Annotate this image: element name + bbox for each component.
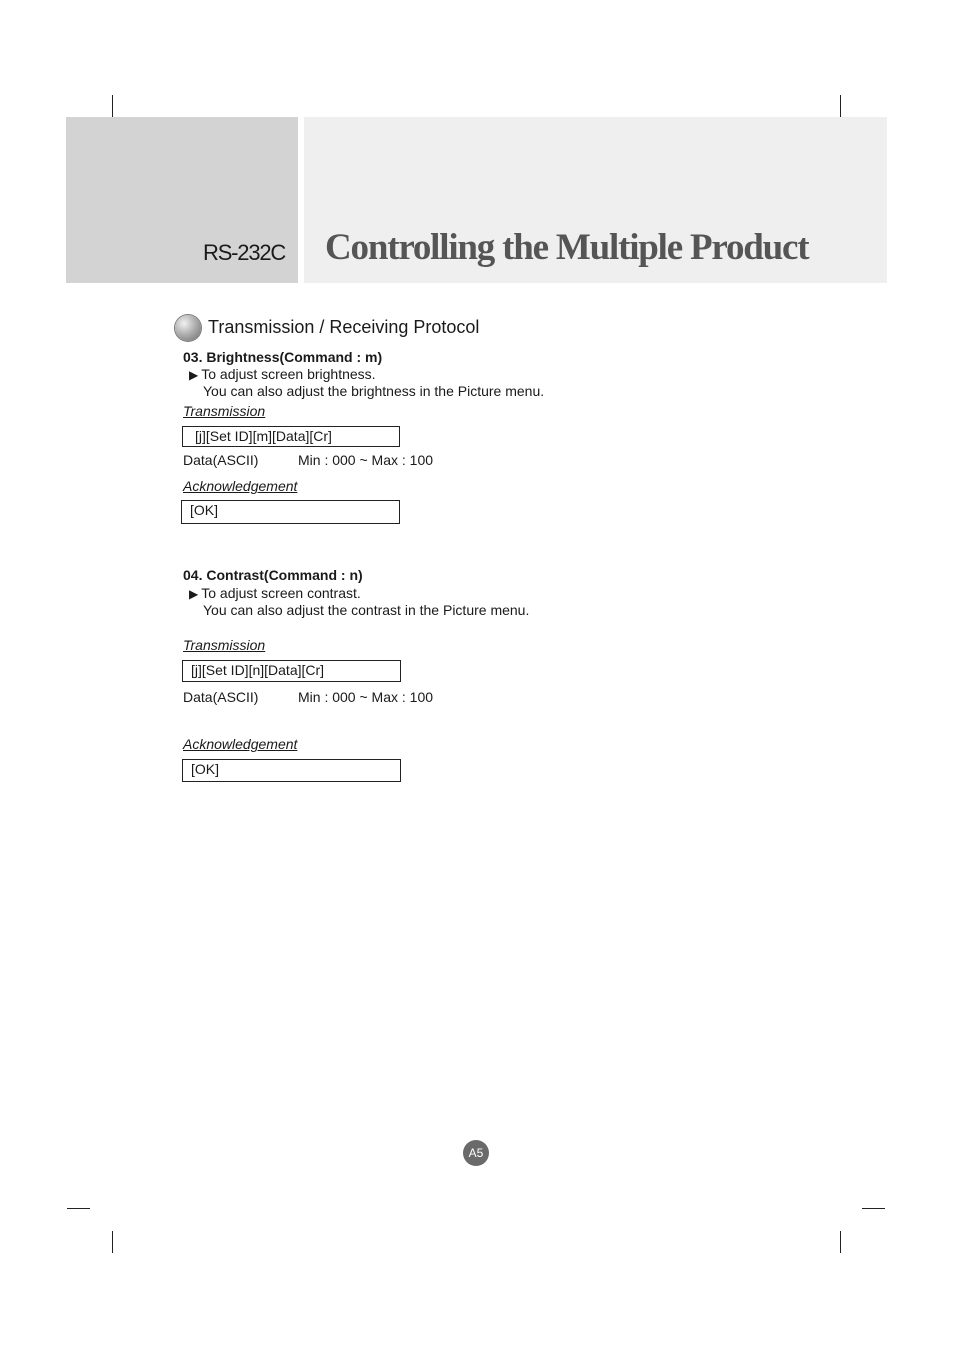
crop-mark bbox=[840, 1231, 841, 1253]
contrast-transmission-code: [j][Set ID][n][Data][Cr] bbox=[182, 660, 401, 682]
brightness-desc-1-text: To adjust screen brightness. bbox=[201, 366, 376, 382]
brightness-heading: 03. Brightness(Command : m) bbox=[183, 349, 383, 365]
triangle-bullet-icon: ▶ bbox=[189, 368, 199, 382]
contrast-data-label: Data(ASCII) bbox=[183, 689, 259, 705]
brightness-ack-label: Acknowledgement bbox=[183, 478, 298, 494]
contrast-heading: 04. Contrast(Command : n) bbox=[183, 567, 363, 583]
contrast-transmission-label: Transmission bbox=[183, 637, 266, 653]
crop-mark bbox=[112, 1231, 113, 1253]
contrast-ack-label: Acknowledgement bbox=[183, 736, 298, 752]
brightness-desc-1 bbox=[189, 366, 376, 382]
protocol-heading: Transmission / Receiving Protocol bbox=[208, 317, 480, 337]
brightness-desc-2: You can also adjust the brightness in the Picture menu. bbox=[203, 383, 545, 399]
section-label: RS-232C bbox=[203, 240, 286, 265]
brightness-data-range: Min : 000 ~ Max : 100 bbox=[298, 452, 434, 468]
contrast-ack-code: [OK] bbox=[182, 759, 401, 782]
brightness-ack-code: [OK] bbox=[181, 500, 400, 524]
contrast-desc-1 bbox=[189, 585, 361, 601]
page-number-badge: A5 bbox=[463, 1140, 489, 1166]
page-title: Controlling the Multiple Product bbox=[325, 227, 809, 268]
contrast-desc-2: You can also adjust the contrast in the Picture menu. bbox=[203, 602, 530, 618]
crop-mark bbox=[67, 1208, 90, 1209]
brightness-data-label: Data(ASCII) bbox=[183, 452, 259, 468]
contrast-data-range: Min : 000 ~ Max : 100 bbox=[298, 689, 434, 705]
triangle-bullet-icon: ▶ bbox=[189, 587, 199, 601]
contrast-desc-1-text: To adjust screen contrast. bbox=[201, 585, 361, 601]
crop-mark bbox=[840, 95, 841, 117]
crop-mark bbox=[862, 1208, 885, 1209]
sphere-bullet-icon bbox=[175, 315, 201, 341]
brightness-transmission-code: [j][Set ID][m][Data][Cr] bbox=[182, 426, 400, 447]
crop-mark bbox=[112, 95, 113, 117]
brightness-transmission-label: Transmission bbox=[183, 403, 266, 419]
